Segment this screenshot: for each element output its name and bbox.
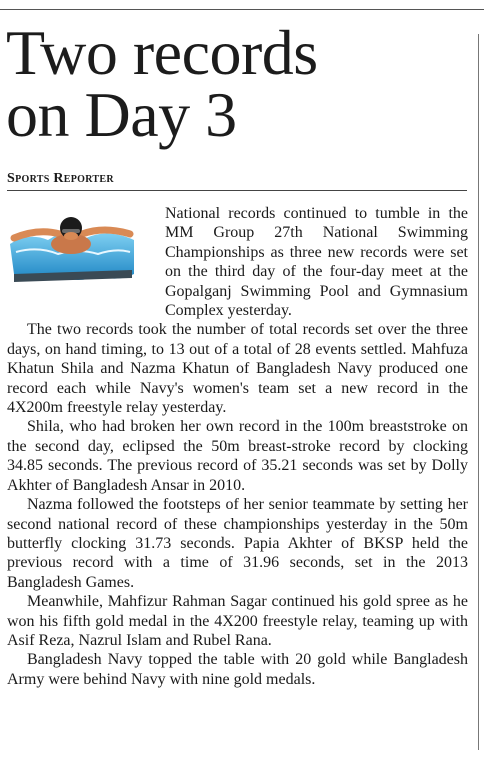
paragraph-2: The two records took the number of total records set over the three days, on hand timing, to 13 out of a total of 28 events settled. Mahfuza Khatun Shila and Nazma Khatun of Bangladesh Navy produced one record each while Navy's women's team set a new record in the 4X200m freestyle relay yesterday. <box>7 321 468 417</box>
paragraph-5: Meanwhile, Mahfizur Rahman Sagar continued his gold spree as he won his fifth gold medal in the 4X200 freestyle relay, teaming up with Asif Reza, Nazrul Islam and Rubel Rana. <box>7 593 468 649</box>
paragraph-1: National records continued to tumble in the MM Group 27th National Swimming Championships as three new records were set on the third day of the four-day meet at the Gopalganj Swimming Pool and Gymnasium Complex yesterday. <box>165 205 468 320</box>
byline: Sports Reporter <box>7 171 114 186</box>
byline-rule <box>7 190 467 191</box>
headline <box>6 17 466 150</box>
headline-line-1: Two records <box>6 17 318 88</box>
paragraph-3: Shila, who had broken her own record in the 100m breaststroke on the second day, eclipsed the 50m breast-stroke record by clocking 34.85 seconds. The previous record of 35.21 seconds was set by Dolly Akhter of Bangladesh Ansar in 2010. <box>7 418 468 494</box>
paragraph-4: Nazma followed the footsteps of her senior teammate by setting her second national record of these championships yesterday in the 50m butterfly clocking 31.73 seconds. Papia Akhter of BKSP held the previous record with a time of 31.96 seconds, set in the 2013 Bangladesh Games. <box>7 496 468 591</box>
top-rule <box>0 9 484 10</box>
photo-spacer <box>7 204 165 316</box>
article-body <box>7 204 468 689</box>
paragraph-6: Bangladesh Navy topped the table with 20 gold while Bangladesh Army were behind Navy with nine gold medals. <box>7 651 468 688</box>
column-rule <box>478 34 479 750</box>
headline-line-2: on Day 3 <box>6 79 237 150</box>
